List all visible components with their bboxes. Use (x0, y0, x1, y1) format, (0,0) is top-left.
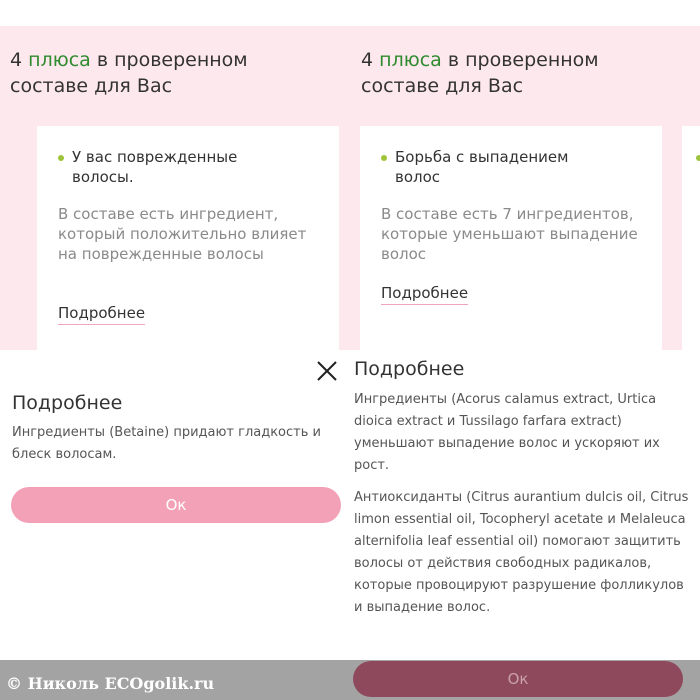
panel-2-heading-rest: в проверенном (447, 49, 599, 71)
benefit-card-1-description: В составе есть ингредиент, который положительно влияет на поврежденные волосы (58, 205, 307, 263)
panel-1-heading-accent: плюса (28, 49, 91, 71)
close-icon[interactable] (315, 359, 339, 383)
modal-left-ok-button[interactable]: Ок (11, 487, 341, 523)
panel-2-heading (361, 47, 599, 99)
modal-left-title: Подробнее (12, 392, 123, 414)
bullet-dot-icon (381, 155, 387, 161)
modal-right-paragraph-1: Ингредиенты (Acorus calamus extract, Urtica dioica extract и Tussilago farfara extract) уменьшают выпадение волос и ускоряют их рост. (354, 392, 660, 473)
panel-2-heading-line2: составе для Вас (361, 75, 524, 97)
bullet-dot-icon (696, 155, 700, 161)
panel-2-heading-number: 4 (361, 49, 374, 71)
modal-left-body: Ингредиенты (Betaine) придают гладкость и блеск волосам. (12, 425, 321, 462)
watermark-text: © Николь ECOgolik.ru (6, 674, 215, 693)
benefit-card-2-title: Борьба с выпадением волос (395, 148, 569, 186)
benefit-card-1-more-link[interactable]: Подробнее (58, 303, 145, 325)
benefit-card-2-more-link[interactable]: Подробнее (381, 283, 468, 305)
panel-1-heading-rest: в проверенном (96, 49, 248, 71)
benefit-card-1 (37, 126, 339, 350)
top-strip (0, 0, 700, 26)
panel-1-heading (10, 47, 248, 99)
benefit-card-2-description: В составе есть 7 ингредиентов, которые уменьшают выпадение волос (381, 205, 638, 263)
modal-right-paragraph-2: Антиоксиданты (Citrus aurantium dulcis oil, Citrus limon essential oil, Tocopheryl acetate и Melaleuca alternifolia leaf essential oil) помогают защитить волосы от действия свободных радикалов, которые провоцируют разрушение фолликулов и выпадение волос. (354, 490, 689, 615)
panel-1-heading-line2: составе для Вас (10, 75, 173, 97)
benefit-card-3-partial (682, 126, 700, 350)
panel-1-heading-number: 4 (10, 49, 23, 71)
panel-2-heading-accent: плюса (379, 49, 442, 71)
benefit-card-1-bullet (58, 147, 288, 187)
benefit-card-2 (360, 126, 662, 350)
benefit-card-1-title: У вас поврежденные волосы. (72, 148, 238, 186)
benefit-card-2-bullet (381, 147, 611, 187)
modal-right-title: Подробнее (354, 358, 465, 380)
modal-right-ok-button[interactable]: Ок (353, 661, 683, 697)
bullet-dot-icon (58, 155, 64, 161)
